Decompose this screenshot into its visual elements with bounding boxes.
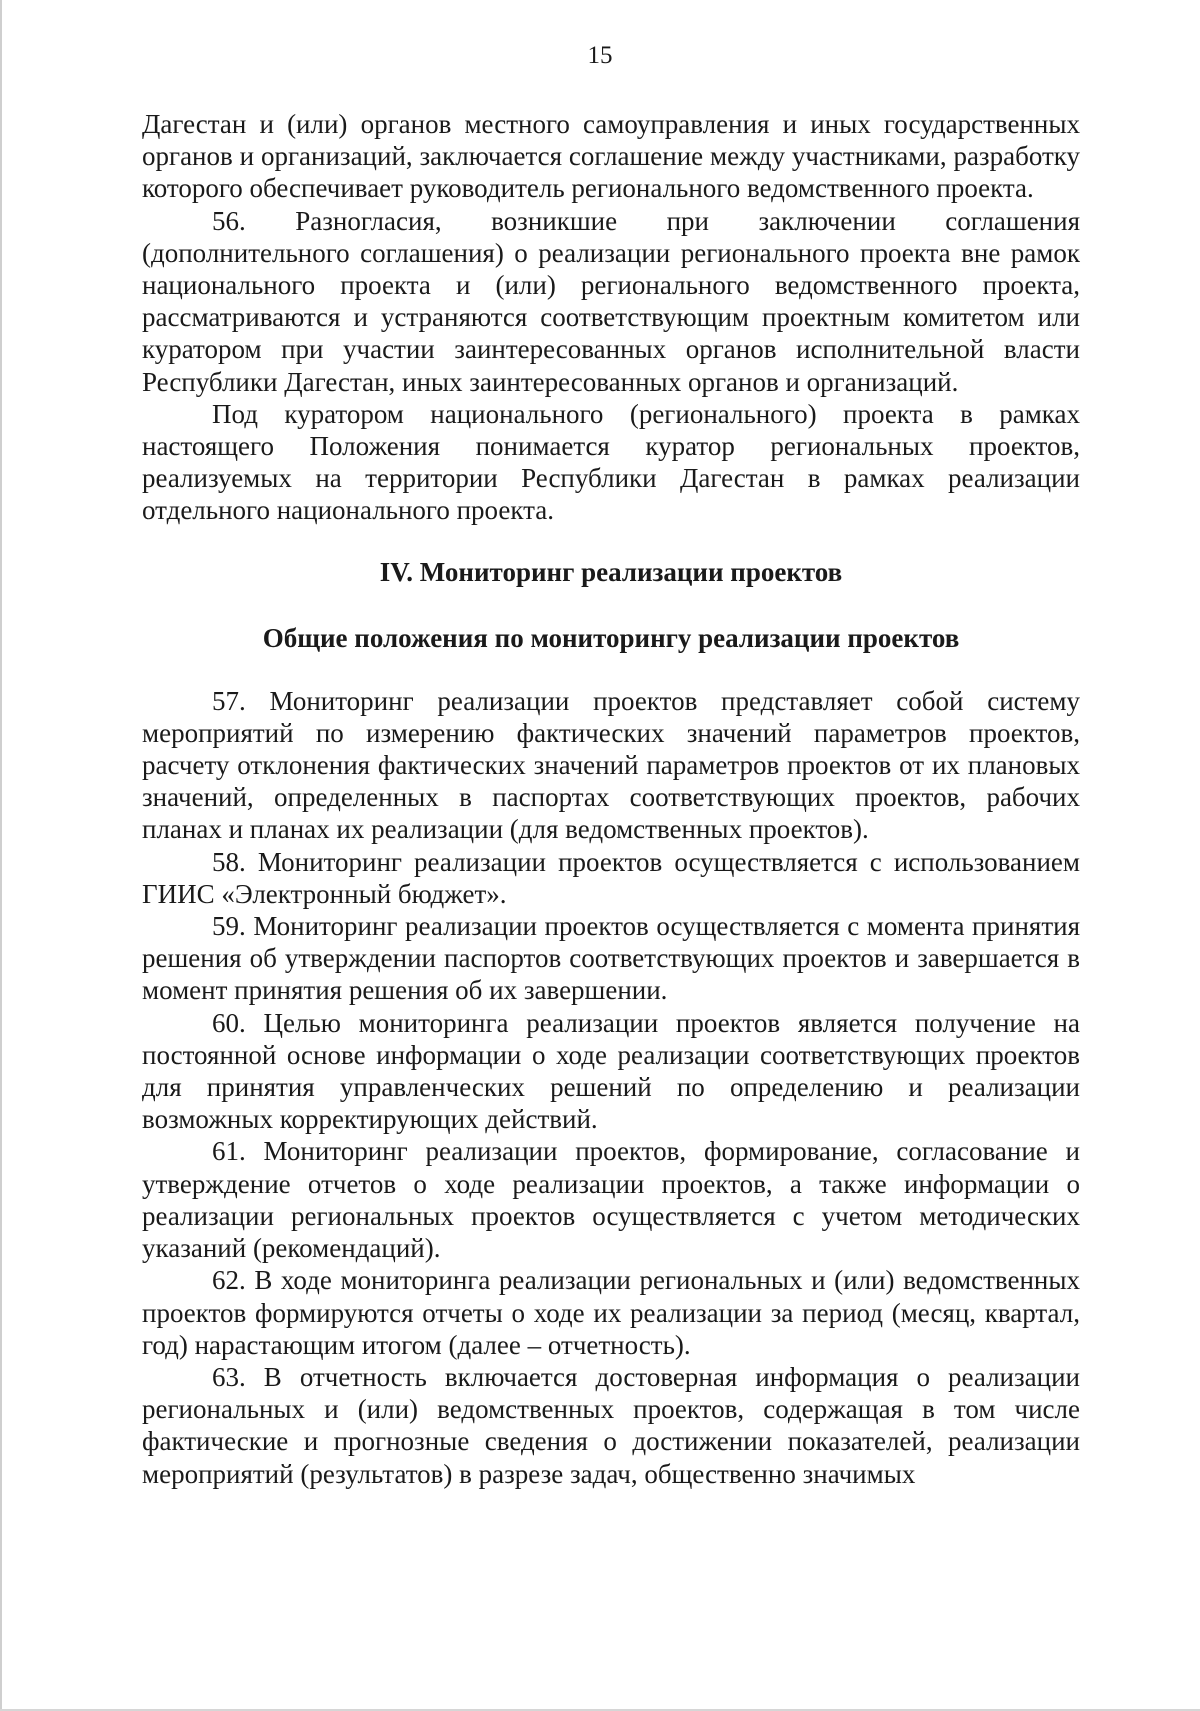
page-number: 15 xyxy=(587,42,613,69)
paragraph-59: 59. Мониторинг реализации проектов осуществляется с момента принятия решения об утверждении паспортов соответствующих проектов и завершается в момент принятия решения об их завершении. xyxy=(142,911,1080,1006)
paragraph-56: 56. Разногласия, возникшие при заключении соглашения (дополнительного соглашения) о реализации регионального проекта вне рамок национального проекта и (или) регионального ведомственного проекта, рассматриваются и устраняются соответствующим проектным комитетом или куратором при участии заинтересованных органов исполнительной власти Республики Дагестан, иных заинтересованных органов и организаций. xyxy=(142,205,1080,397)
paragraph-61: 61. Мониторинг реализации проектов, формирование, согласование и утверждение отчетов о ходе реализации проектов, а также информации о реализации региональных проектов осуществляется с учетом методических указаний (рекомендаций). xyxy=(142,1136,1080,1264)
paragraph-curator-definition: Под куратором национального (регионального) проекта в рамках настоящего Положения понимается куратор региональных проектов, реализуемых на территории Республики Дагестан в рамках реализации отдельного национального проекта. xyxy=(142,398,1080,526)
document-body xyxy=(142,108,1080,1490)
paragraph-57: 57. Мониторинг реализации проектов представляет собой систему мероприятий по измерению фактических значений параметров проектов, расчету отклонения фактических значений параметров проектов от их плановых значений, определенных в паспортах соответствующих проектов, рабочих планах и планах их реализации (для ведомственных проектов). xyxy=(142,685,1080,845)
paragraph-58: 58. Мониторинг реализации проектов осуществляется с использованием ГИИС «Электронный бюджет». xyxy=(142,846,1080,909)
section-title: IV. Мониторинг реализации проектов xyxy=(379,556,843,587)
scan-edge-left xyxy=(0,0,2,1711)
paragraph-62: 62. В ходе мониторинга реализации региональных и (или) ведомственных проектов формируются отчеты о ходе их реализации за период (месяц, квартал, год) нарастающим итогом (далее – отчетность). xyxy=(142,1265,1080,1360)
subsection-title: Общие положения по мониторингу реализации проектов xyxy=(262,622,960,653)
paragraph-63: 63. В отчетность включается достоверная информация о реализации региональных и (или) ведомственных проектов, содержащая в том числе фактические и прогнозные сведения о достижении показателей, реализации мероприятий (результатов) в разрезе задач, общественно значимых xyxy=(142,1361,1080,1489)
paragraph-60: 60. Целью мониторинга реализации проектов является получение на постоянной основе информации о ходе реализации соответствующих проектов для принятия управленческих решений по определению и реализации возможных корректирующих действий. xyxy=(142,1007,1080,1135)
paragraph-continuation: Дагестан и (или) органов местного самоуправления и иных государственных органов и организаций, заключается соглашение между участниками, разработку которого обеспечивает руководитель регионального ведомственного проекта. xyxy=(142,109,1080,204)
